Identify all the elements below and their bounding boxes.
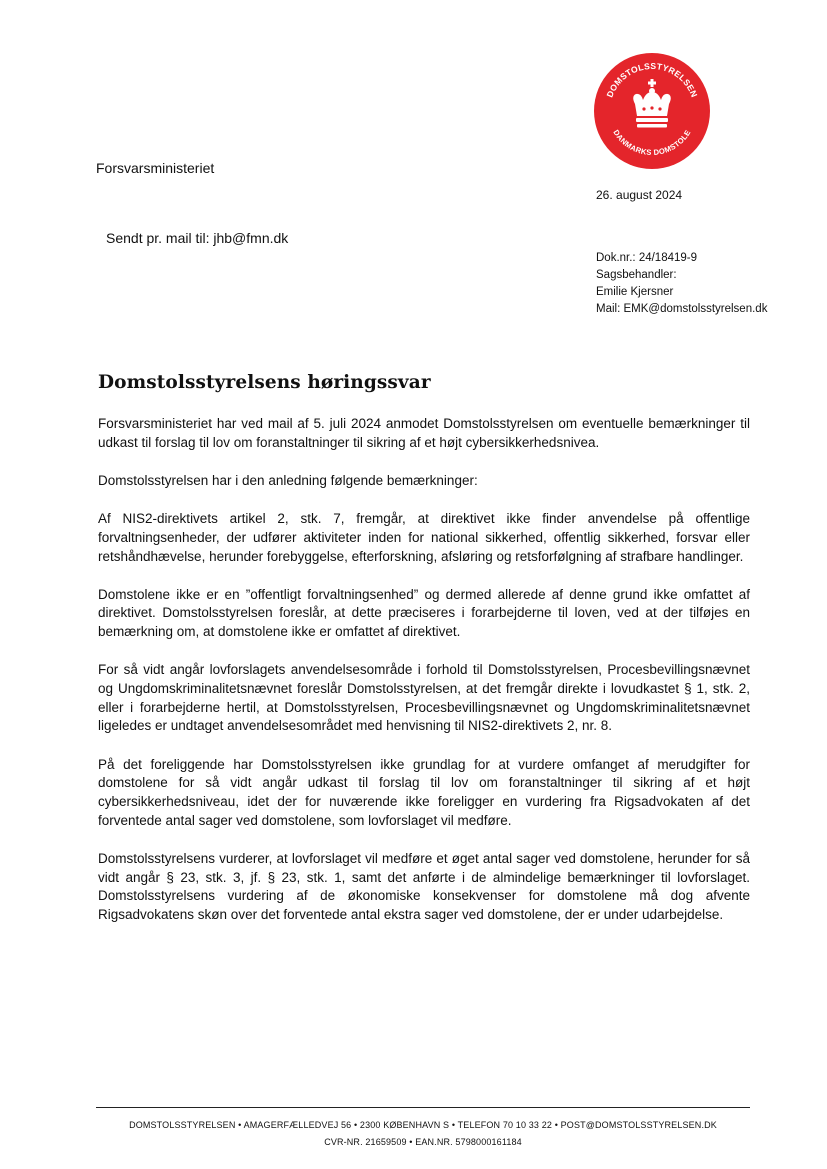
- domstolsstyrelsen-logo: [593, 52, 711, 170]
- body-paragraph: På det foreliggende har Domstolsstyrelsen ikke grundlag for at vurdere omfanget af merudgifter for domstolene for så vidt angår udkast til forslag til lov om foranstaltninger til sikring af et højt cybersikkerhedsniveau, idet der for nuværende ikke foreligger en vurdering fra Rigsadvokaten af det forventede antal sager ved domstolene, som lovforslaget vil medføre.: [98, 756, 750, 828]
- document-number: Dok.nr.: 24/18419-9: [596, 252, 698, 264]
- footer-address: DOMSTOLSSTYRELSEN • AMAGERFÆLLEDVEJ 56 • 2300 KØBENHAVN S • TELEFON 70 10 33 22 • POST@DOMSTOLSSTYRELSEN.DK: [129, 1120, 717, 1130]
- document-meta: [596, 250, 767, 318]
- logo-top-text: DOMSTOLSSTYRELSEN: [604, 60, 700, 99]
- letter-body: [98, 415, 750, 944]
- case-handler-label: Sagsbehandler:: [596, 269, 677, 281]
- body-paragraph: Af NIS2-direktivets artikel 2, stk. 7, fremgår, at direktivet ikke finder anvendelse på offentlige forvaltningsenheder, der udfører aktiviteter inden for national sikkerhed, offentlig sikkerhed, forsvar eller retshåndhævelse, herunder forebyggelse, efterforskning, afsløring og retsforfølgning af strafbare handlinger.: [98, 511, 750, 564]
- footer-divider: [96, 1107, 750, 1108]
- logo-bottom-text: DANMARKS DOMSTOLE: [611, 128, 693, 158]
- footer-registration: CVR-NR. 21659509 • EAN.NR. 5798000161184: [324, 1137, 522, 1147]
- body-paragraph: Domstolene ikke er en ”offentligt forvaltningsenhed” og dermed allerede af denne grund ikke omfattet af direktivet. Domstolsstyrelsen foreslår, at dette præciseres i forarbejderne til loven, ved at der tilføjes en bemærkning om, at domstolene ikke er omfattet af direktivet.: [98, 586, 750, 640]
- body-paragraph: Domstolsstyrelsen har i den anledning følgende bemærkninger:: [98, 472, 478, 488]
- case-handler-name: Emilie Kjersner: [596, 286, 674, 298]
- body-paragraph: Domstolsstyrelsens vurderer, at lovforslaget vil medføre et øget antal sager ved domstolene, herunder for så vidt angår § 23, stk. 3, jf. § 23, stk. 1, samt det anførte i de almindelige bemærkninger til lovforslaget. Domstolsstyrelsens vurdering af de økonomiske konsekvenser for domstolene må dog afvente Rigsadvokatens skøn over det forventede antal ekstra sager ved domstolene, der er under udarbejdelse.: [98, 850, 750, 923]
- case-handler-mail: Mail: EMK@domstolsstyrelsen.dk: [596, 303, 768, 315]
- letter-date: 26. august 2024: [596, 188, 683, 202]
- body-paragraph: Forsvarsministeriet har ved mail af 5. juli 2024 anmodet Domstolsstyrelsen om eventuelle bemærkninger til udkast til forslag til lov om foranstaltninger til sikring af et højt cybersikkerhedsnivea.: [98, 416, 750, 450]
- body-paragraph: For så vidt angår lovforslagets anvendelsesområde i forhold til Domstolsstyrelsen, Procesbevillingsnævnet og Ungdomskriminalitetsnævnet foreslår Domstolsstyrelsen, at det fremgår direkte i lovudkastet § 1, stk. 2, eller i forarbejderne hertil, at Domstolsstyrelsen, Procesbevillingsnævnet og Ungdomskriminalitetsnævnet ligeledes er undtaget anvendelsesområdet med henvisning til NIS2-direktivets 2, nr. 8.: [98, 662, 750, 734]
- document-title: Domstolsstyrelsens høringssvar: [98, 372, 431, 393]
- recipient: Forsvarsministeriet: [96, 160, 215, 176]
- sent-by-mail-line: Sendt pr. mail til: jhb@fmn.dk: [106, 230, 289, 246]
